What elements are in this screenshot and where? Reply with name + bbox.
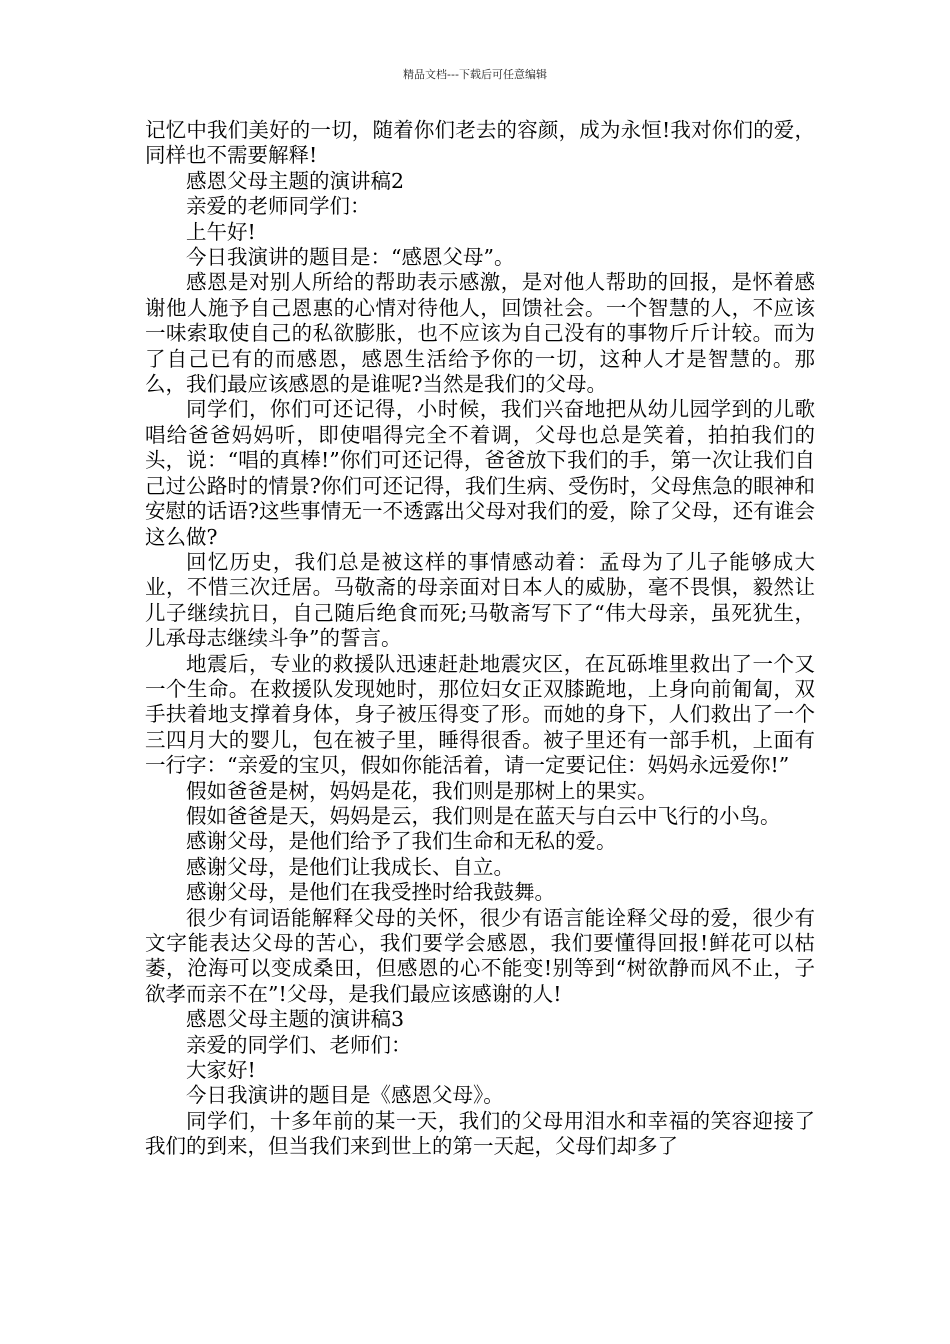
paragraph: 上午好! xyxy=(186,219,256,244)
paragraph: 回忆历史，我们总是被这样的事情感动着：孟母为了儿子能够成大业，不惜三次迁居。马敬斋的母亲面对日本人的威胁，毫不畏惧，毅然让儿子继续抗日，自己随后绝食而死;马敬斋写下了“伟大母亲，虽死犹生，儿承母志继续斗争”的誓言。 xyxy=(145,549,815,651)
paragraph: 亲爱的同学们、老师们： xyxy=(186,1032,412,1057)
paragraph: 假如爸爸是天，妈妈是云，我们则是在蓝天与白云中飞行的小鸟。 xyxy=(186,803,781,828)
paragraph: 感恩是对别人所给的帮助表示感激，是对他人帮助的回报，是怀着感谢他人施予自己恩惠的心情对待他人，回馈社会。一个智慧的人，不应该一味索取使自己的私欲膨胀，也不应该为自己没有的事物斤斤计较。而为了自己已有的而感恩，感恩生活给予你的一切，这种人才是智慧的。那么，我们最应该感恩的是谁呢?当然是我们的父母。 xyxy=(145,270,815,397)
paragraph: 感谢父母，是他们让我成长、自立。 xyxy=(186,854,514,879)
paragraph: 感谢父母，是他们给予了我们生命和无私的爱。 xyxy=(186,829,617,854)
paragraph: 感恩父母主题的演讲稿3 xyxy=(186,1007,405,1032)
paragraph: 感谢父母，是他们在我受挫时给我鼓舞。 xyxy=(186,880,555,905)
paragraph: 大家好! xyxy=(186,1058,256,1083)
paragraph: 感恩父母主题的演讲稿2 xyxy=(186,168,405,193)
paragraph: 地震后，专业的救援队迅速赶赴地震灾区，在瓦砾堆里救出了一个又一个生命。在救援队发现她时，那位妇女正双膝跪地，上身向前匍匐，双手扶着地支撑着身体，身子被压得变了形。而她的身下，人们救出了一个三四月大的婴儿，包在被子里，睡得很香。被子里还有一部手机，上面有一行字：“亲爱的宝贝，假如你能活着，请一定要记住：妈妈永远爱你!” xyxy=(145,651,815,778)
paragraph: 今日我演讲的题目是：“感恩父母”。 xyxy=(186,245,515,270)
paragraph: 很少有词语能解释父母的关怀，很少有语言能诠释父母的爱，很少有文字能表达父母的苦心，我们要学会感恩，我们要懂得回报!鲜花可以枯萎，沧海可以变成桑田，但感恩的心不能变!别等到“树欲静而风不止，子欲孝而亲不在”!父母，是我们最应该感谢的人! xyxy=(145,905,815,1006)
paragraph: 假如爸爸是树，妈妈是花，我们则是那树上的果实。 xyxy=(186,778,658,803)
paragraph: 亲爱的老师同学们： xyxy=(186,194,371,219)
document-body xyxy=(145,118,815,1160)
paragraph: 同学们，十多年前的某一天，我们的父母用泪水和幸福的笑容迎接了我们的到来，但当我们来到世上的第一天起，父母们却多了 xyxy=(145,1108,815,1159)
paragraph: 同学们，你们可还记得，小时候，我们兴奋地把从幼儿园学到的儿歌唱给爸爸妈妈听，即使唱得完全不着调，父母也总是笑着，拍拍我们的头，说：“唱的真棒!”你们可还记得，爸爸放下我们的手，第一次让我们自己过公路时的情景?你们可还记得，我们生病、受伤时，父母焦急的眼神和安慰的话语?这些事情无一不透露出父母对我们的爱，除了父母，还有谁会这么做? xyxy=(145,397,815,549)
paragraph: 今日我演讲的题目是《感恩父母》。 xyxy=(186,1083,504,1108)
paragraph: 记忆中我们美好的一切，随着你们老去的容颜，成为永恒!我对你们的爱，同样也不需要解释! xyxy=(145,118,815,168)
page-header: 精品文档---下载后可任意编辑 xyxy=(403,68,547,81)
